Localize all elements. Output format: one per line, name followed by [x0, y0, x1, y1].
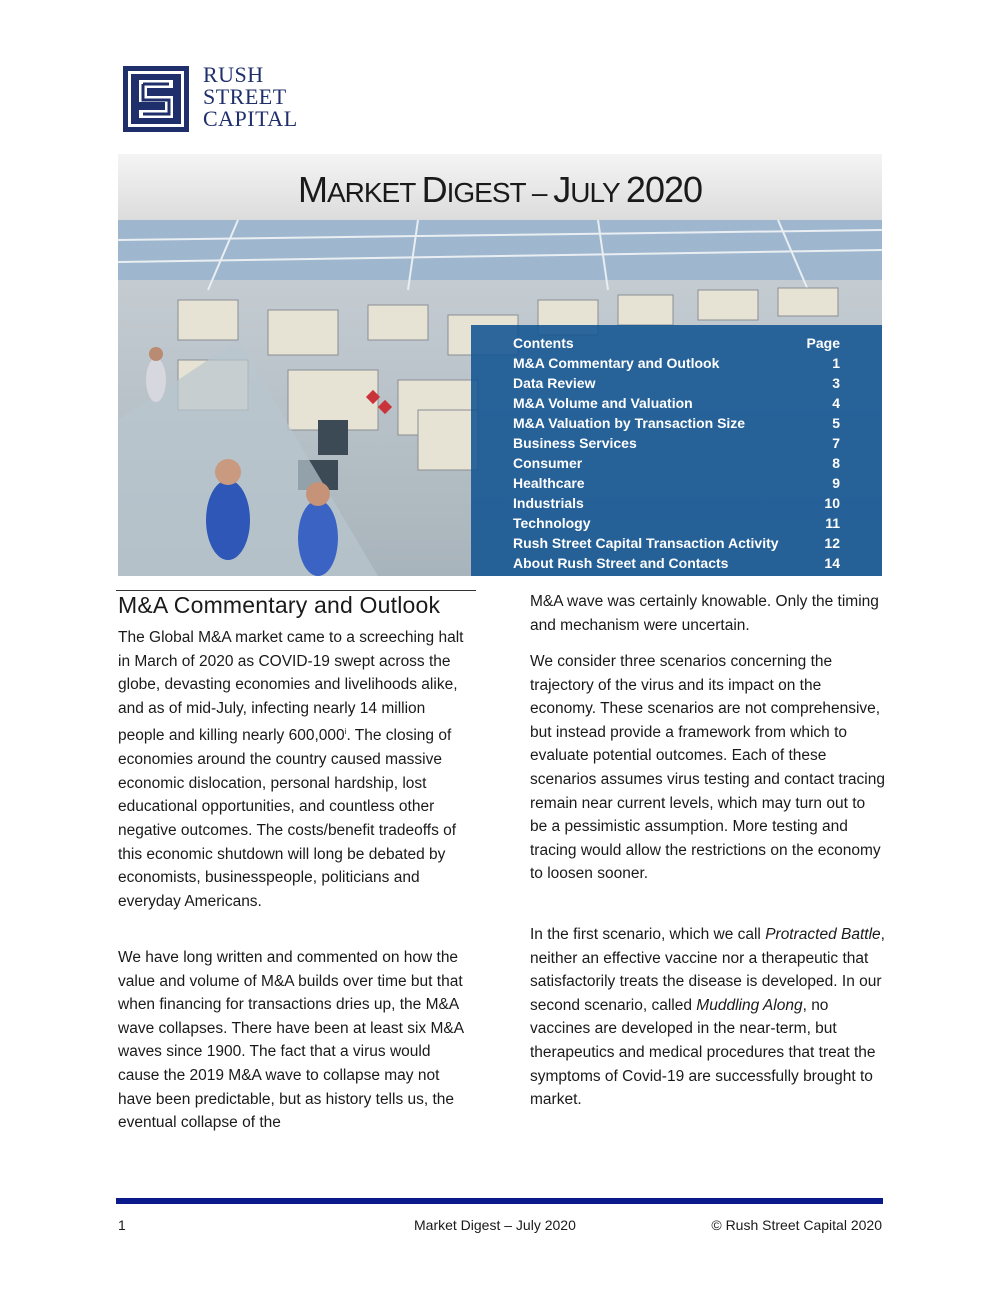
logo-line-1: RUSH — [203, 62, 264, 87]
toc-item[interactable]: Technology 11 — [513, 515, 840, 531]
toc-item[interactable]: Consumer 8 — [513, 455, 840, 471]
toc-header-label: Contents — [513, 335, 574, 351]
footnote-marker[interactable]: i — [344, 727, 347, 737]
footer-title: Market Digest – July 2020 — [414, 1217, 576, 1233]
footer-divider — [116, 1198, 883, 1204]
toc-header — [513, 333, 840, 353]
logo-wordmark — [203, 64, 298, 130]
toc-item[interactable]: Business Services 7 — [513, 435, 840, 451]
toc-header-page: Page — [806, 335, 840, 351]
footer-copyright: © Rush Street Capital 2020 — [711, 1217, 882, 1233]
page-title-banner — [118, 154, 882, 220]
right-paragraph-2: We consider three scenarios concerning the trajectory of the virus and its impact on the economy. These scenarios are not comprehensive, but instead provide a framework from which to evaluate potential outcomes. Each of these scenarios assumes virus testing and contact tracing remain near current levels, which may turn out to be a pessimistic assumption. More testing and tracing would allow the restrictions on the economy to loosen sooner. — [530, 653, 885, 883]
toc-item[interactable]: Rush Street Capital Transaction Activity 12 — [513, 535, 840, 551]
toc-item[interactable]: Industrials 10 — [513, 495, 840, 511]
left-paragraph-1: The Global M&A market came to a screeching halt in March of 2020 as COVID-19 swept across the globe, devasting economies and livelihoods alike, and as of mid-July, infecting nearly 14 million people and killing nearly 600,000$^i$. The closing of economies around the country caused massive economic dislocation, personal hardship, lost educational opportunities, and countless other negative outcomes. The costs/benefit tradeoffs of this economic shutdown will long be debated by economists, businesspeople, politicians and everyday Americans. — [118, 629, 464, 910]
toc-item[interactable]: M&A Commentary and Outlook 1 — [513, 355, 840, 371]
left-paragraph-2: We have long written and commented on how the value and volume of M&A builds over time but that when financing for transactions dries up, the M&A wave collapses. There have been at least six M&A waves since 1900. The fact that a virus would cause the 2019 M&A wave to collapse may not have been predictable, but as history tells us, the eventual collapse of the — [118, 949, 464, 1132]
rsc-monogram-icon — [123, 66, 189, 132]
section-divider — [116, 590, 476, 591]
toc-item[interactable]: Data Review 3 — [513, 375, 840, 391]
logo-line-3: CAPITAL — [203, 106, 298, 131]
table-of-contents — [471, 325, 882, 576]
section-heading: M&A Commentary and Outlook — [118, 592, 441, 618]
right-paragraph-3: In the first scenario, which we call Protracted Battle, neither an effective vaccine nor a therapeutic that satisfactorily treats the disease is developed. In our second scenario, called Muddling Along, no vaccines are developed in the near-term, but therapeutics and medical procedures that treat the symptoms of Covid-19 are successfully brought to market. — [530, 926, 885, 1109]
toc-item[interactable]: M&A Valuation by Transaction Size 5 — [513, 415, 840, 431]
right-paragraph-1: M&A wave was certainly knowable. Only the timing and mechanism were uncertain. — [530, 593, 879, 634]
logo-line-2: STREET — [203, 84, 287, 109]
page-number: 1 — [118, 1217, 126, 1233]
page-title: MARKET DIGEST – JULY 2020 — [297, 169, 703, 210]
company-logo — [123, 62, 323, 134]
toc-item[interactable]: Healthcare 9 — [513, 475, 840, 491]
toc-item[interactable]: About Rush Street and Contacts 14 — [513, 555, 840, 571]
toc-item[interactable]: M&A Volume and Valuation 4 — [513, 395, 840, 411]
